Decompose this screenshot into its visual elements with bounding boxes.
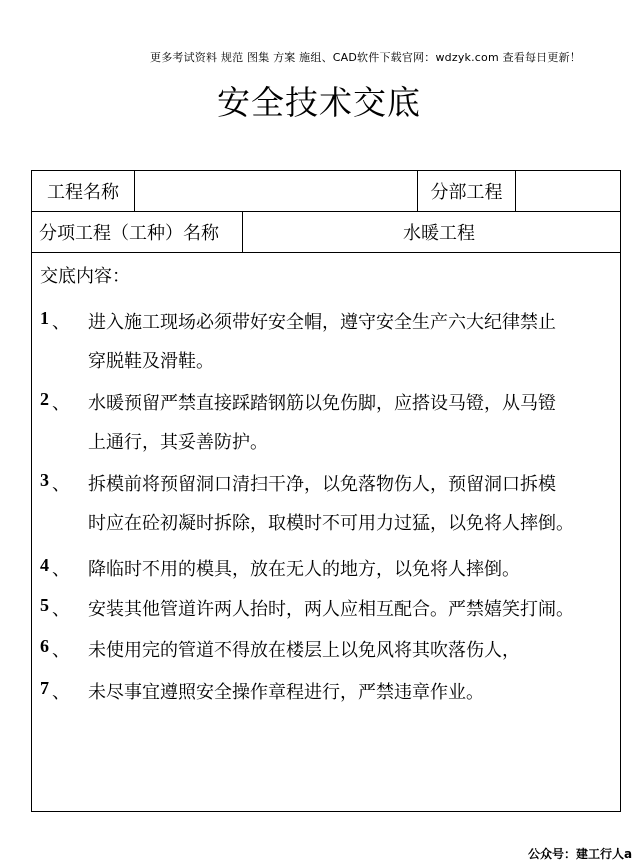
item-number-separator: 、: [52, 393, 70, 414]
item-number-separator: 、: [52, 640, 70, 661]
item-text-line: 时应在砼初凝时拆除，取模时不可用力过猛，以免将人摔倒。: [88, 513, 574, 534]
item-number: 2: [40, 389, 49, 409]
header-note: 更多考试资料 规范 图集 方案 施组、CAD软件下载官网：wdzyk.com 查看每日更新！: [150, 51, 581, 64]
item-number: 4: [40, 555, 49, 575]
item-number: 5: [40, 595, 49, 615]
item-number-separator: 、: [52, 474, 70, 495]
item-number: 3: [40, 470, 49, 490]
project-row: [32, 171, 620, 212]
item-text-line: 未尽事宜遵照安全操作章程进行，严禁违章作业。: [88, 682, 484, 703]
item-text-line: 水暖预留严禁直接踩踏钢筋以免伤脚，应搭设马镫，从马镫: [88, 393, 556, 414]
item-text-line: 进入施工现场必须带好安全帽，遵守安全生产六大纪律禁止: [88, 312, 556, 333]
project-name-label: 工程名称: [32, 171, 135, 211]
sub-project-value: [516, 171, 620, 211]
item-number-separator: 、: [52, 682, 70, 703]
content-label: 交底内容：: [40, 266, 130, 287]
sub-project-label: 分部工程: [418, 171, 516, 211]
item-text-line: 上通行，其妥善防护。: [88, 432, 268, 453]
item-text-line: 安装其他管道许两人抬时，两人应相互配合。严禁嬉笑打闹。: [88, 599, 574, 620]
item-name-label: 分项工程（工种）名称: [32, 212, 243, 252]
item-number: 7: [40, 678, 49, 698]
item-number-separator: 、: [52, 312, 70, 333]
item-number-separator: 、: [52, 559, 70, 580]
project-name-value: [135, 171, 418, 211]
item-text-line: 未使用完的管道不得放在楼层上以免风将其吹落伤人，: [88, 640, 520, 661]
safety-briefing-form: [31, 170, 621, 812]
item-text-line: 穿脱鞋及滑鞋。: [88, 351, 214, 372]
item-text-line: 降临时不用的模具，放在无人的地方，以免将人摔倒。: [88, 559, 520, 580]
item-row: [32, 212, 620, 253]
item-number: 6: [40, 636, 49, 656]
item-number: 1: [40, 308, 49, 328]
item-text-line: 拆模前将预留洞口清扫干净，以免落物伤人，预留洞口拆模: [88, 474, 556, 495]
item-number-separator: 、: [52, 599, 70, 620]
document-title: 安全技术交底: [217, 83, 421, 122]
footer-note: 公众号：建工行人a: [528, 847, 633, 861]
item-name-value: 水暖工程: [403, 223, 475, 244]
